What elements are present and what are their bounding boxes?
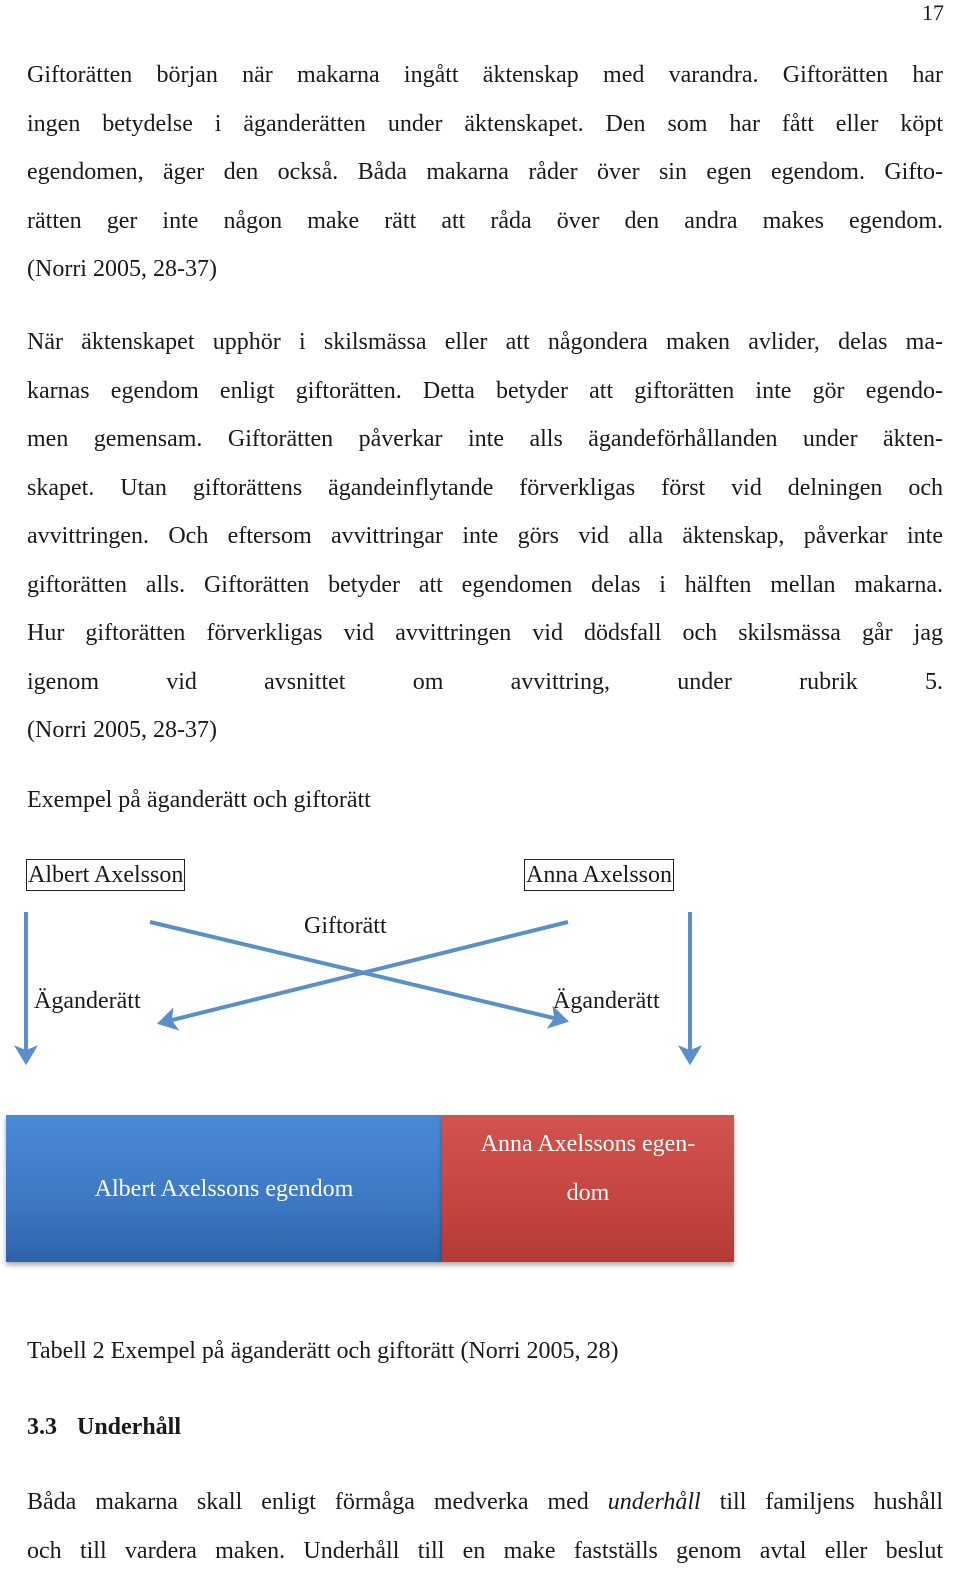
- paragraph-line: och till vardera maken. Underhåll till en make fastställs genom avtal eller beslut: [27, 1537, 943, 1564]
- paragraph-line: När äktenskapet upphör i skilsmässa eller att någondera maken avlider, delas ma-: [27, 329, 943, 355]
- paragraph-line: (Norri 2005, 28-37): [27, 717, 217, 743]
- person-box-right: Anna Axelsson: [524, 859, 674, 891]
- paragraph-line: Giftorätten början när makarna ingått äktenskap med varandra. Giftorätten har: [27, 62, 943, 88]
- paragraph-line: ingen betydelse i äganderätten under äktenskapet. Den som har fått eller köpt: [27, 110, 943, 137]
- paragraph-line: Båda makarna skall enligt förmåga medverka med underhåll till familjens hushåll: [27, 1489, 944, 1515]
- person-box-left: Albert Axelsson: [26, 859, 185, 891]
- paragraph-line: avvittringen. Och eftersom avvittringar inte görs vid alla äktenskap, påverkar inte: [27, 523, 943, 549]
- example-title: Exempel på äganderätt och giftorätt: [27, 787, 371, 813]
- block-anna-label-line2: dom: [566, 1180, 610, 1206]
- aganderatt-label-left: Äganderätt: [34, 988, 141, 1014]
- block-anna-label-line1: Anna Axelssons egen-: [480, 1131, 696, 1157]
- section-number: 3.3: [27, 1414, 57, 1440]
- section-heading: [27, 1412, 181, 1442]
- block-anna-property: [442, 1115, 734, 1262]
- section-title: Underhåll: [77, 1414, 182, 1440]
- aganderatt-label-right: Äganderätt: [553, 988, 660, 1014]
- paragraph-line: igenom vid avsnittet om avvittring, under rubrik 5.: [27, 668, 943, 695]
- paragraph-line: giftorätten alls. Giftorätten betyder att egendomen delas i hälften mellan makarna.: [27, 571, 943, 598]
- paragraph-line: Hur giftorätten förverkligas vid avvittringen vid dödsfall och skilsmässa går jag: [27, 620, 943, 646]
- paragraph-line: egendomen, äger den också. Båda makarna råder över sin egen egendom. Gifto-: [27, 159, 943, 185]
- paragraph-line: men gemensam. Giftorätten påverkar inte alls ägandeförhållanden under äkten-: [27, 426, 943, 452]
- paragraph-line: skapet. Utan giftorättens ägandeinflytande förverkligas först vid delningen och: [27, 474, 943, 501]
- table-caption: Tabell 2 Exempel på äganderätt och giftorätt (Norri 2005, 28): [27, 1338, 619, 1364]
- paragraph-line: (Norri 2005, 28-37): [27, 256, 217, 282]
- block-albert-property: [6, 1115, 442, 1262]
- emphasis-underhall: underhåll: [607, 1489, 701, 1515]
- paragraph-line: rätten ger inte någon make rätt att råda över den andra makes egendom.: [27, 207, 943, 234]
- block-albert-label: Albert Axelssons egendom: [94, 1175, 354, 1202]
- paragraph-3: [27, 1478, 943, 1575]
- page-number: 17: [922, 0, 944, 25]
- paragraph-line: karnas egendom enligt giftorätten. Detta betyder att giftorätten inte gör egendo-: [27, 377, 943, 404]
- giftoratt-label: Giftorätt: [304, 913, 387, 939]
- arrow-cross-to-right: [150, 922, 562, 1020]
